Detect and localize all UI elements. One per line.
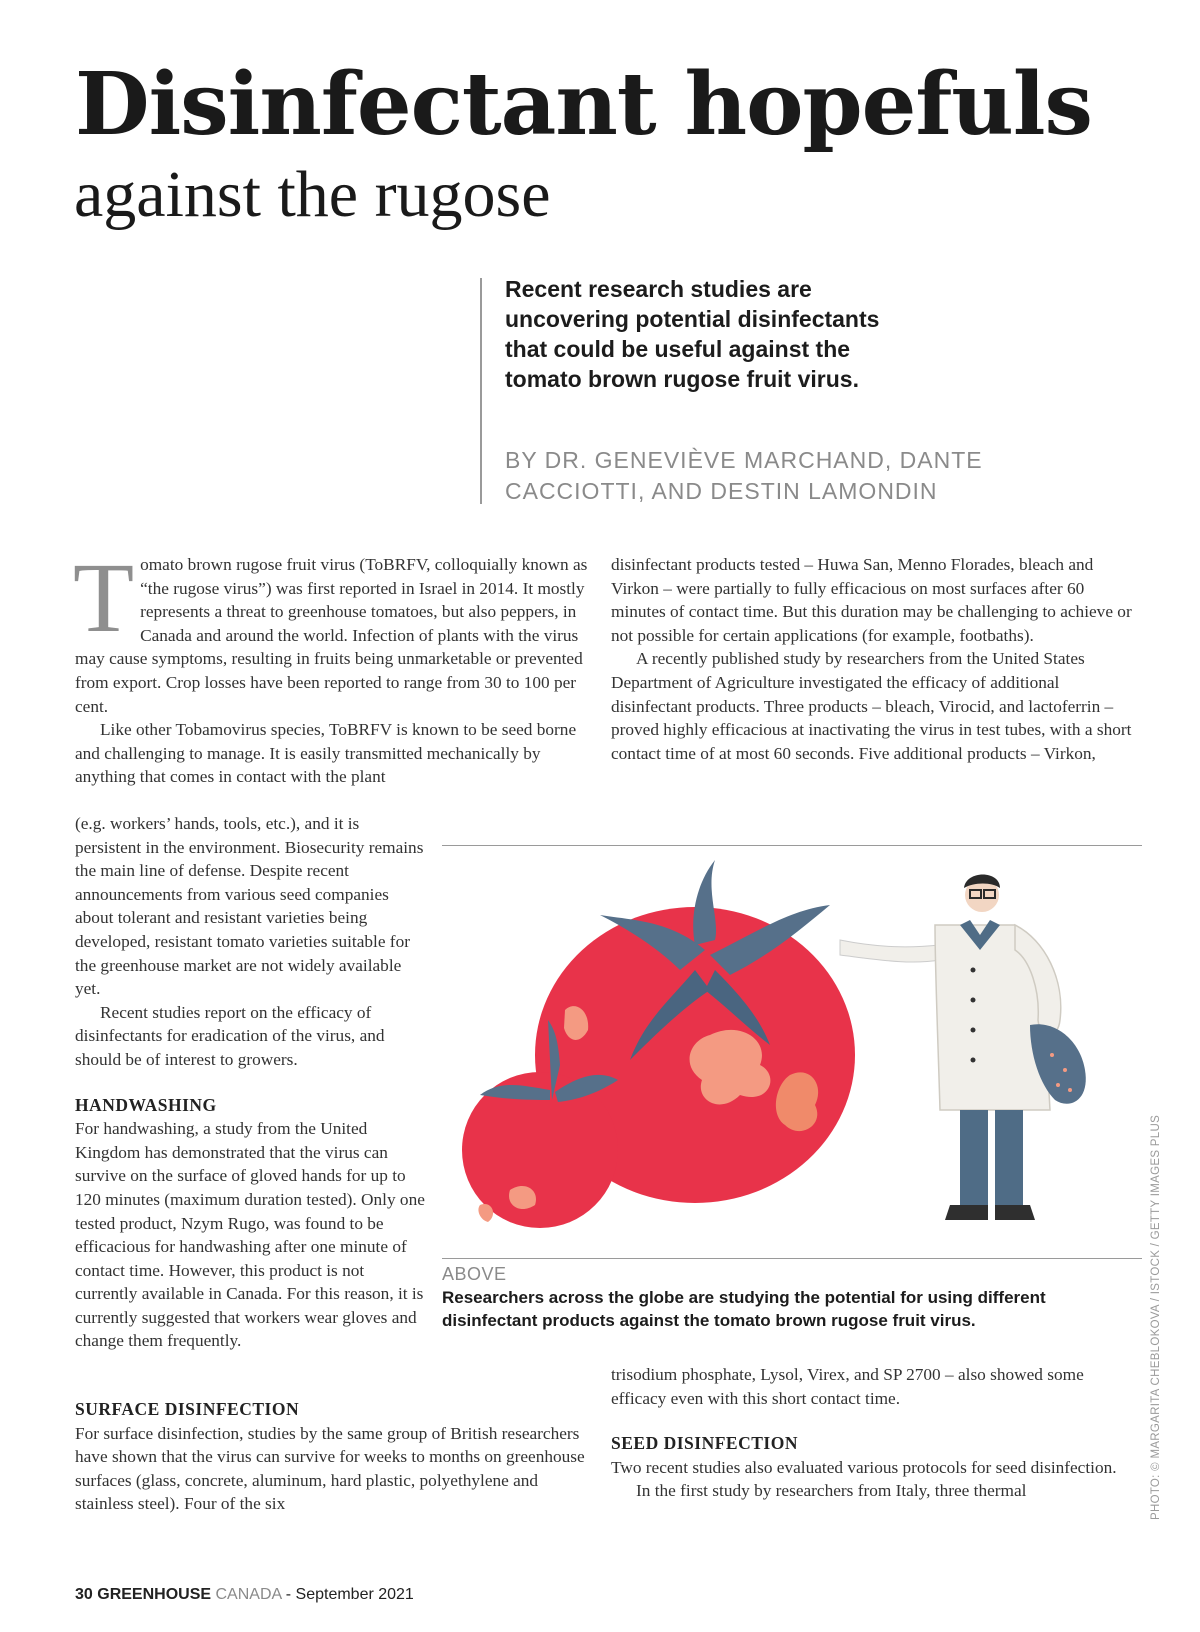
byline-line-2: CACCIOTTI, AND DESTIN LAMONDIN: [505, 478, 938, 504]
paragraph-recent-studies: Recent studies report on the efficacy of disinfectants for eradication of the virus, and should be of interest to growers.: [75, 1002, 385, 1069]
standfirst-rule: [480, 278, 482, 504]
figure-top-rule: [442, 845, 1142, 846]
column-2-bottom: [611, 1363, 1141, 1503]
standfirst: Recent research studies are uncovering potential disinfectants that could be useful against the tomato brown rugose fruit virus.: [505, 276, 880, 392]
column-2-top: [611, 553, 1141, 765]
paragraph-additional-products: trisodium phosphate, Lysol, Virex, and SP 2700 – also showed some efficacy even with this short contact time.: [611, 1365, 1084, 1408]
caption-label: ABOVE: [442, 1264, 507, 1284]
publication-name: GREENHOUSE: [97, 1586, 212, 1603]
figure-caption: Researchers across the globe are studying the potential for using different disinfectant products against the tomato brown rugose fruit virus.: [442, 1288, 1046, 1330]
photo-credit: PHOTO: © MARGARITA CHEBLOKOVA / ISTOCK / GETTY IMAGES PLUS: [1150, 1114, 1162, 1520]
tomato-stem: [693, 860, 716, 945]
paragraph-seed-disinfection: Two recent studies also evaluated various protocols for seed disinfection.: [611, 1457, 1117, 1477]
heading-handwashing: HANDWASHING: [75, 1094, 217, 1115]
publication-region: CANADA: [215, 1586, 282, 1603]
paragraph-biosecurity: (e.g. workers’ hands, tools, etc.), and it is persistent in the environment. Biosecurity remains the main line of defense. Despite recent announcements from various seed companies about tolerant and resistant varieties being developed, resistant tomato varieties suitable for the greenhouse market are not widely available yet.: [75, 814, 424, 999]
article-title: Disinfectant hopefuls: [75, 54, 1092, 155]
figure-bottom-rule: [442, 1258, 1142, 1259]
paragraph-italy-study: In the first study by researchers from Italy, three thermal: [636, 1481, 1027, 1501]
byline: [505, 445, 1025, 507]
paragraph-tobamovirus: Like other Tobamovirus species, ToBRFV is known to be seed borne and challenging to manage. It is easily transmitted mechanically by anything that comes in contact with the plant: [75, 720, 577, 787]
article-subtitle: against the rugose: [74, 158, 551, 231]
heading-seed-disinfection: SEED DISINFECTION: [611, 1433, 798, 1454]
researcher-figure: [840, 875, 1086, 1221]
heading-surface-disinfection: SURFACE DISINFECTION: [75, 1399, 300, 1419]
paragraph-surface-disinfection: For surface disinfection, studies by the same group of British researchers have shown that the virus can survive for weeks to months on greenhouse surfaces (glass, concrete, aluminum, hard plastic, polyethylene and stainless steel). Four of the six: [75, 1423, 585, 1514]
page-footer: [75, 1586, 414, 1604]
column-1-bottom: [75, 1398, 590, 1516]
column-1-narrow: [75, 812, 425, 1353]
drop-cap: T: [73, 542, 135, 653]
paragraph-disinfectant-products: disinfectant products tested – Huwa San, Menno Florades, bleach and Virkon – were partially to fully efficacious on most surfaces after 60 minutes of contact time. But this duration may be challenging to achieve or not possible for certain applications (for example, footbaths).: [611, 555, 1132, 645]
paragraph-handwashing: For handwashing, a study from the United Kingdom has demonstrated that the virus can survive on the surface of gloved hands for up to 120 minutes (maximum duration tested). Only one tested product, Nzym Rugo, was found to be efficacious for handwashing after one minute of contact time. However, this product is not currently available in Canada. For this reason, it is currently suggested that workers wear gloves and change them frequently.: [75, 1119, 425, 1351]
page-number: 30: [75, 1586, 93, 1603]
column-1-top: [73, 542, 590, 789]
byline-line-1: BY DR. GENEVIÈVE MARCHAND, DANTE: [505, 447, 983, 473]
intro-paragraph: Tomato brown rugose fruit virus (ToBRFV, colloquially known as “the rugose virus”) was first reported in Israel in 2014. It mostly represents a threat to greenhouse tomatoes, but also peppers, in Canada and around the world. Infection of plants with the virus may cause symptoms, resulting in fruits being unmarketable or prevented from export. Crop losses have been reported to range from 30 to 100 per cent.: [73, 542, 588, 716]
issue-date: - September 2021: [285, 1586, 414, 1603]
illustration-researcher-tomatoes: [440, 860, 1140, 1260]
paragraph-usda-study: A recently published study by researchers from the United States Department of Agriculture investigated the efficacy of additional disinfectant products. Three products – bleach, Virocid, and lactoferrin – proved highly efficacious at inactivating the virus in test tubes, with a short contact time of at most 60 seconds. Five additional products – Virkon,: [611, 649, 1132, 763]
